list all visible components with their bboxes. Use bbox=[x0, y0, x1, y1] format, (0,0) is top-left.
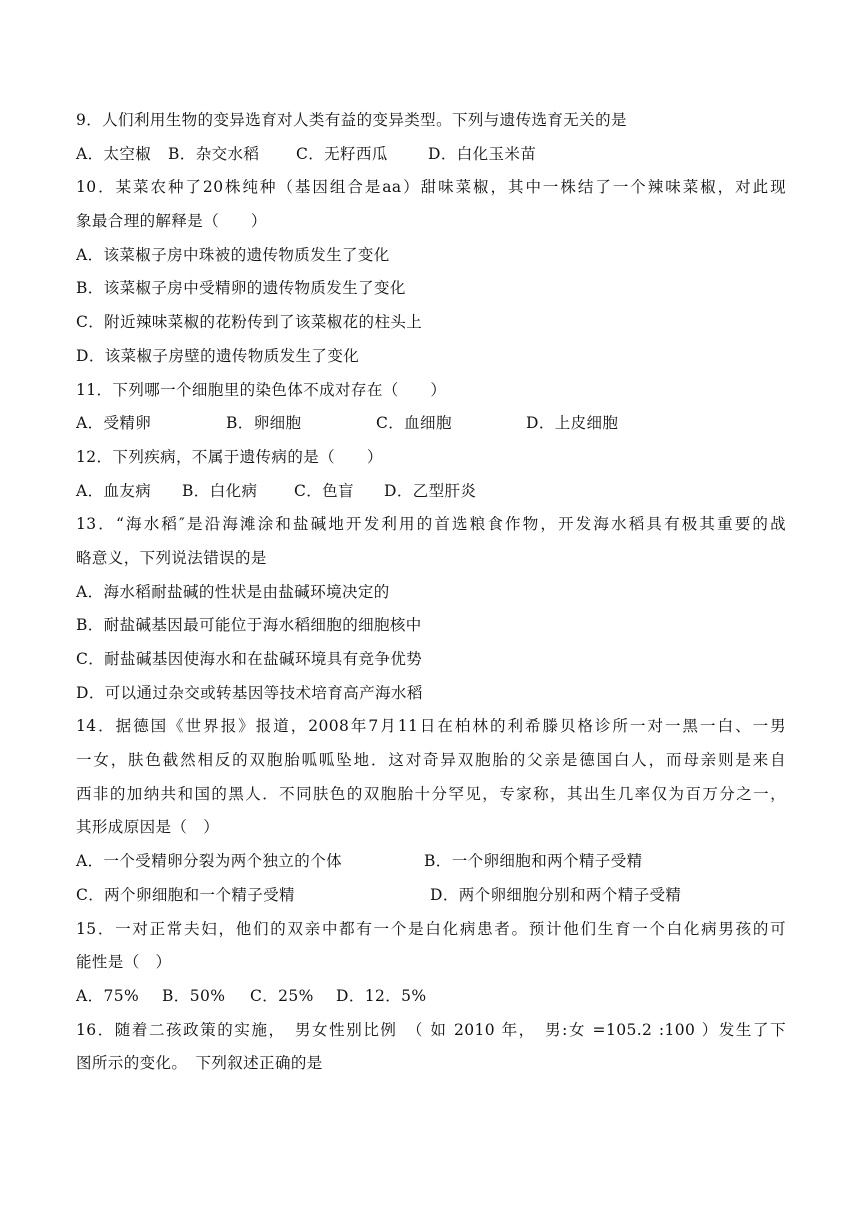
q13-option-c: C．耐盐碱基因使海水和在盐碱环境具有竞争优势 bbox=[76, 650, 423, 668]
q14-option-c: C．两个卵细胞和一个精子受精 bbox=[76, 885, 295, 904]
question-14-stem-line-4: 其形成原因是（ ） bbox=[76, 818, 220, 837]
question-15-stem-line-1: 15．一对正常夫妇，他们的双亲中都有一个是白化病患者。预计他们生育一个白化病男孩的可 bbox=[76, 919, 786, 938]
q12-option-b: B．白化病 bbox=[182, 481, 258, 500]
q10-option-d: D．该菜椒子房壁的遗传物质发生了变化 bbox=[76, 346, 360, 365]
q9-option-d: D．白化玉米苗 bbox=[428, 144, 537, 163]
exam-page bbox=[76, 104, 786, 1081]
q11-option-d: D．上皮细胞 bbox=[526, 414, 619, 433]
q12-option-a: A．血友病 bbox=[76, 481, 152, 500]
question-9-stem: 9．人们利用生物的变异选育对人类有益的变异类型。下列与遗传选育无关的是 bbox=[76, 111, 627, 129]
question-14-stem-line-3: 西非的加纳共和国的黑人．不同肤色的双胞胎十分罕见，专家称，其出生几率仅为百万分之一， bbox=[76, 784, 786, 803]
question-11-options bbox=[76, 407, 786, 441]
question-13-stem-line-1: 13．“海水稻″是沿海滩涂和盐碱地开发利用的首选粮食作物，开发海水稻具有极其重要的战 bbox=[76, 515, 786, 534]
question-13-stem-line-2: 略意义，下列说法错误的是 bbox=[76, 548, 267, 567]
q10-option-a: A．该菜椒子房中珠被的遗传物质发生了变化 bbox=[76, 245, 390, 264]
q13-option-b: B．耐盐碱基因最可能位于海水稻细胞的细胞核中 bbox=[76, 616, 422, 635]
question-16-stem-line-1: 16．随着二孩政策的实施， 男女性别比例 （ 如 2010 年， 男:女 =105.2 :100 ）发生了下 bbox=[76, 1020, 786, 1039]
q9-option-c: C．无籽西瓜 bbox=[296, 144, 388, 163]
q9-option-b: B．杂交水稻 bbox=[168, 144, 260, 163]
q15-option-c: C．25% bbox=[250, 986, 314, 1005]
q13-option-a: A．海水稻耐盐碱的性状是由盐碱环境决定的 bbox=[76, 582, 390, 601]
q14-option-d: D．两个卵细胞分别和两个精子受精 bbox=[430, 885, 682, 904]
q12-option-c: C．色盲 bbox=[294, 481, 354, 500]
q10-option-b: B．该菜椒子房中受精卵的遗传物质发生了变化 bbox=[76, 279, 406, 298]
question-12-stem: 12．下列疾病，不属于遗传病的是（ ） bbox=[76, 447, 383, 466]
question-14-options-row-1 bbox=[76, 845, 786, 879]
question-15-options bbox=[76, 980, 786, 1014]
q11-option-c: C．血细胞 bbox=[376, 414, 452, 433]
question-11-stem: 11．下列哪一个细胞里的染色体不成对存在（ ） bbox=[76, 380, 447, 399]
question-10-stem-line-2: 象最合理的解释是（ ） bbox=[76, 212, 267, 231]
question-15-stem-line-2: 能性是（ ） bbox=[76, 953, 172, 972]
q13-option-d: D．可以通过杂交或转基因等技术培育高产海水稻 bbox=[76, 683, 423, 702]
question-16-stem-line-2: 图所示的变化。 下列叙述正确的是 bbox=[76, 1054, 323, 1073]
question-14-stem-line-1: 14．据德国《世界报》报道，2008年7月11日在柏林的利希滕贝格诊所一对一黑一白、一男 bbox=[76, 717, 786, 736]
q15-option-a: A．75% bbox=[76, 986, 140, 1005]
q15-option-b: B．50% bbox=[162, 986, 226, 1005]
q12-option-d: D．乙型肝炎 bbox=[384, 481, 477, 500]
q14-option-a: A．一个受精卵分裂为两个独立的个体 bbox=[76, 852, 342, 871]
q11-option-a: A．受精卵 bbox=[76, 414, 152, 433]
q15-option-d: D．12．5% bbox=[336, 986, 427, 1005]
q9-option-a: A．太空椒 bbox=[76, 144, 152, 163]
q10-option-c: C．附近辣味菜椒的花粉传到了该菜椒花的柱头上 bbox=[76, 313, 423, 332]
question-14-stem-line-2: 一女，肤色截然相反的双胞胎呱呱坠地．这对奇异双胞胎的父亲是德国白人，而母亲则是来自 bbox=[76, 751, 786, 770]
question-12-options bbox=[76, 475, 786, 509]
question-10-stem-line-1: 10．某菜农种了20株纯种（基因组合是aa）甜味菜椒，其中一株结了一个辣味菜椒，对此现 bbox=[76, 178, 786, 197]
question-14-options-row-2 bbox=[76, 879, 786, 913]
q14-option-b: B．一个卵细胞和两个精子受精 bbox=[424, 852, 643, 871]
q11-option-b: B．卵细胞 bbox=[226, 414, 302, 433]
question-9-options bbox=[76, 138, 786, 172]
